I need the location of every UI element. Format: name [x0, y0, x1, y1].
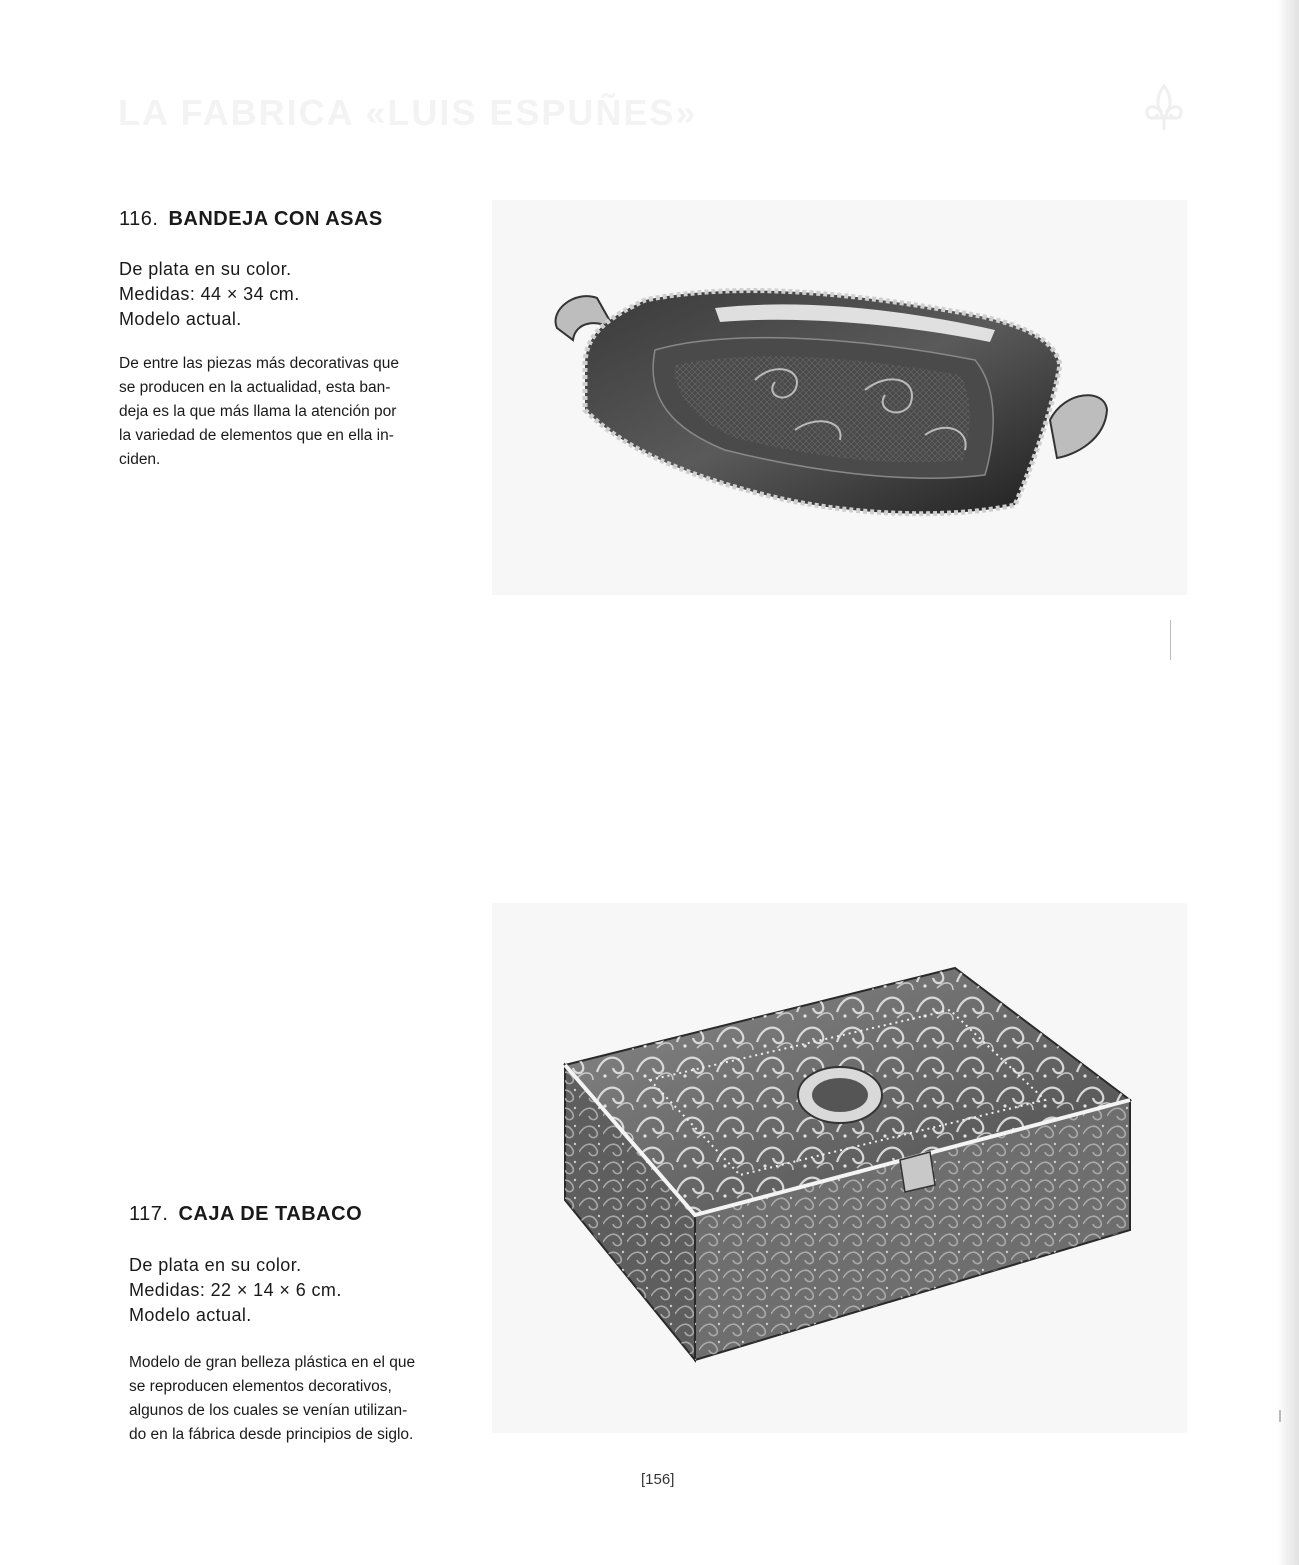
entry-117-title — [129, 1203, 362, 1226]
scan-speck — [1170, 620, 1171, 660]
entry-116-title — [119, 208, 383, 231]
spec-dimensions: Medidas: 22 × 14 × 6 cm. — [129, 1280, 342, 1300]
description-line: Modelo de gran belleza plástica en el que — [129, 1354, 416, 1371]
entry-name: CAJA DE TABACO — [178, 1203, 363, 1225]
description-line: ciden. — [119, 451, 161, 468]
entry-number: 117. — [129, 1203, 169, 1225]
entry-117-description — [129, 1351, 459, 1447]
running-head: LA FABRICA «LUIS ESPUÑES» — [118, 92, 698, 133]
tray-photo — [545, 270, 1115, 540]
spec-model: Modelo actual. — [129, 1305, 252, 1325]
entry-116-specs — [119, 257, 300, 332]
description-line: do en la fábrica desde principios de siglo. — [129, 1426, 414, 1443]
description-line: se producen en la actualidad, esta ban- — [119, 379, 391, 396]
fleur-de-lis-icon — [1142, 82, 1186, 134]
spec-material: De plata en su color. — [129, 1255, 302, 1275]
box-photo — [555, 960, 1135, 1370]
entry-116-description — [119, 352, 449, 472]
scan-speck — [1279, 1410, 1281, 1422]
entry-name: BANDEJA CON ASAS — [168, 208, 383, 230]
page-edge — [1277, 0, 1299, 1565]
entry-number: 116. — [119, 208, 159, 230]
spec-model: Modelo actual. — [119, 309, 242, 329]
description-line: la variedad de elementos que en ella in- — [119, 427, 394, 444]
page-number: [156] — [641, 1471, 675, 1488]
description-line: se reproducen elementos decorativos, — [129, 1378, 392, 1395]
entry-117-specs — [129, 1253, 342, 1328]
description-line: deja es la que más llama la atención por — [119, 403, 397, 420]
description-line: algunos de los cuales se venían utilizan- — [129, 1402, 408, 1419]
spec-dimensions: Medidas: 44 × 34 cm. — [119, 284, 300, 304]
description-line: De entre las piezas más decorativas que — [119, 355, 400, 372]
spec-material: De plata en su color. — [119, 259, 292, 279]
